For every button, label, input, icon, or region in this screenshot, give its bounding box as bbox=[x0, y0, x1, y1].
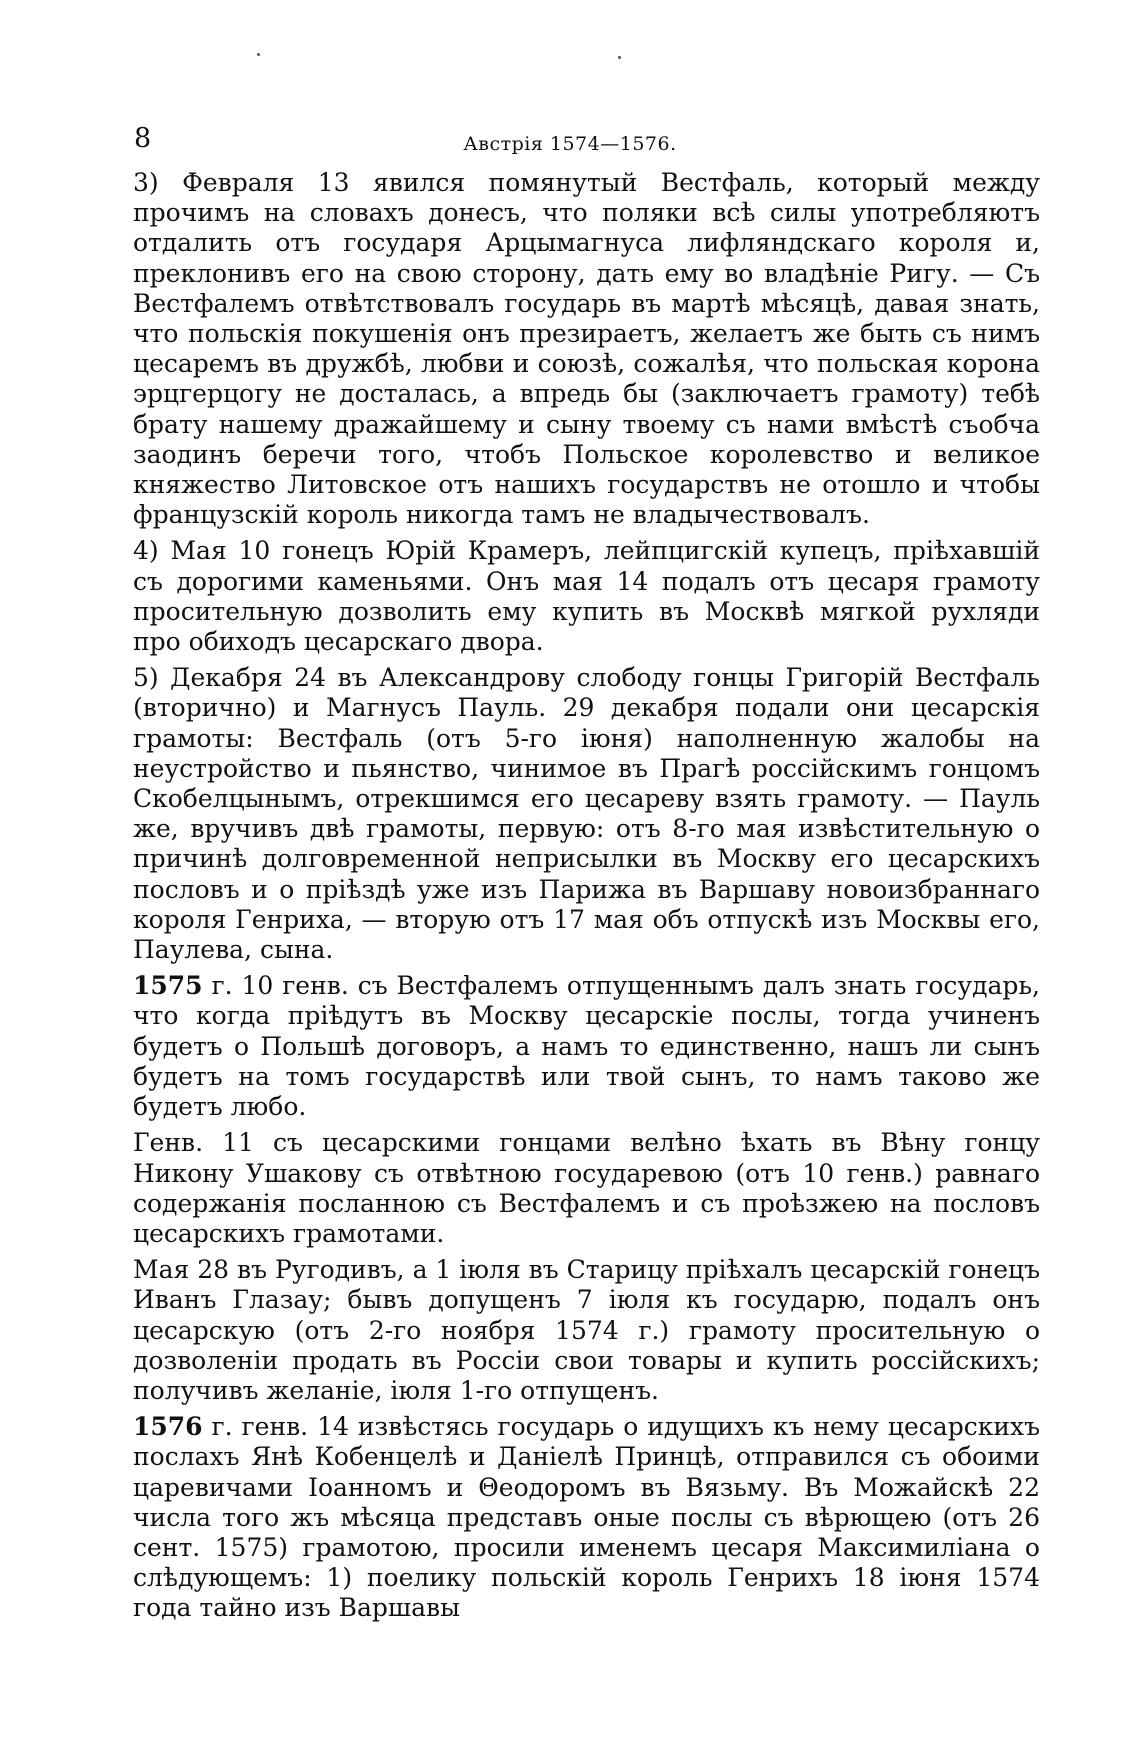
paragraph-text: 5) Декабря 24 въ Александрову слободу гонцы Григорій Вестфаль (вторично) и Магнусъ Пауль. 29 декабря подали они цесарскія грамоты: Вестфаль (отъ 5-го іюня) наполненную жалобы на неустройство и пьянство, чинимое въ Прагѣ россійскимъ гонцомъ Скобелцынымъ, отрекшимся его цесареву взять грамоту. — Пауль же, вручивъ двѣ грамоты, первую: отъ 8-го мая извѣстительную о причинѣ долговременной неприсылки въ Москву его цесарскихъ пословъ и о пріѣздѣ уже изъ Парижа въ Варшаву новоизбраннаго короля Генриха, — вторую отъ 17 мая объ отпускѣ изъ Москвы его, Паулева, сына. bbox=[133, 663, 1040, 965]
paragraph-text: 4) Мая 10 гонецъ Юрій Крамеръ, лейпцигскій купецъ, пріѣхавшій съ дорогими каменьями. Онъ мая 14 подалъ отъ цесаря грамоту просительную дозволить ему купить въ Москвѣ мягкой рухляди про обиходъ цесарскаго двора. bbox=[133, 536, 1040, 657]
paragraph-year-1576 bbox=[133, 1412, 1040, 1623]
paragraph-year-1575 bbox=[133, 971, 1040, 1122]
paragraph-text: 3) Февраля 13 явился помянутый Вестфаль, который между прочимъ на словахъ донесъ, что поляки всѣ силы употребляютъ отдалить отъ государя Арцымагнуса лифляндскаго короля и, преклонивъ его на свою сторону, дать ему во владѣніе Ригу. — Съ Вестфалемъ отвѣтствовалъ государь въ мартѣ мѣсяцѣ, давая знать, что польскія покушенія онъ презираетъ, желаетъ же быть съ нимъ цесаремъ въ дружбѣ, любви и союзѣ, сожалѣя, что польская корона эрцгерцогу не досталась, а впредь бы (заключаетъ грамоту) тебѣ брату нашему дражайшему и сыну твоему съ нами вмѣстѣ съобча заодинъ беречи того, чтобъ Польское королевство и великое княжество Литовское отъ нашихъ государствъ не отошло и чтобы французскій король никогда тамъ не владычествовалъ. bbox=[133, 168, 1040, 530]
paragraph-text: Генв. 11 съ цесарскими гонцами велѣно ѣхать въ Вѣну гонцу Никону Ушакову съ отвѣтною государевою (отъ 10 генв.) равнаго содержанія посланною съ Вестфалемъ и съ проѣзжею на пословъ цесарскихъ грамотами. bbox=[133, 1128, 1040, 1248]
paragraph-text: г. 10 генв. съ Вестфалемъ отпущеннымъ далъ знать государь, что когда пріѣдутъ въ Москву цесарскіе послы, тогда учиненъ будетъ о Польшѣ договоръ, а намъ то единственно, нашъ ли сынъ будетъ на томъ государствѣ или твой сынъ, то намъ таково же будетъ любо. bbox=[133, 971, 1040, 1122]
paragraph-3 bbox=[133, 168, 1040, 530]
paragraph-text: Мая 28 въ Ругодивъ, а 1 іюля въ Старицу пріѣхалъ цесарскій гонецъ Иванъ Глазау; бывъ допущенъ 7 іюля къ государю, подалъ онъ цесарскую (отъ 2-го ноября 1574 г.) грамоту просительную о дозволеніи продать въ Россіи свои товары и купить россійскихъ; получивъ желаніе, іюля 1-го отпущенъ. bbox=[133, 1255, 1040, 1405]
year-heading: 1575 bbox=[133, 971, 203, 1001]
paragraph-january-11 bbox=[133, 1128, 1040, 1249]
print-speck bbox=[257, 53, 260, 56]
print-speck bbox=[618, 56, 621, 59]
year-heading: 1576 bbox=[133, 1412, 203, 1442]
running-title: Австрія 1574—1576. bbox=[463, 133, 677, 155]
paragraph-5 bbox=[133, 663, 1040, 965]
body-text bbox=[133, 168, 1040, 1630]
paragraph-text: г. генв. 14 извѣстясь государь о идущихъ къ нему цесарскихъ послахъ Янѣ Кобенцелѣ и Даніелѣ Принцѣ, отправился съ обоими царевичами Іоанномъ и Θеодоромъ въ Вязьму. Въ Можайскѣ 22 числа того жъ мѣсяца представъ оные послы съ вѣрющею (отъ 26 сент. 1575) грамотою, просили именемъ цесаря Максимиліана о слѣдующемъ: 1) поелику польскій король Генрихъ 18 іюня 1574 года тайно изъ Варшавы bbox=[133, 1412, 1040, 1623]
paragraph-4 bbox=[133, 536, 1040, 657]
page-number: 8 bbox=[134, 123, 152, 154]
paragraph-may-28 bbox=[133, 1255, 1040, 1406]
